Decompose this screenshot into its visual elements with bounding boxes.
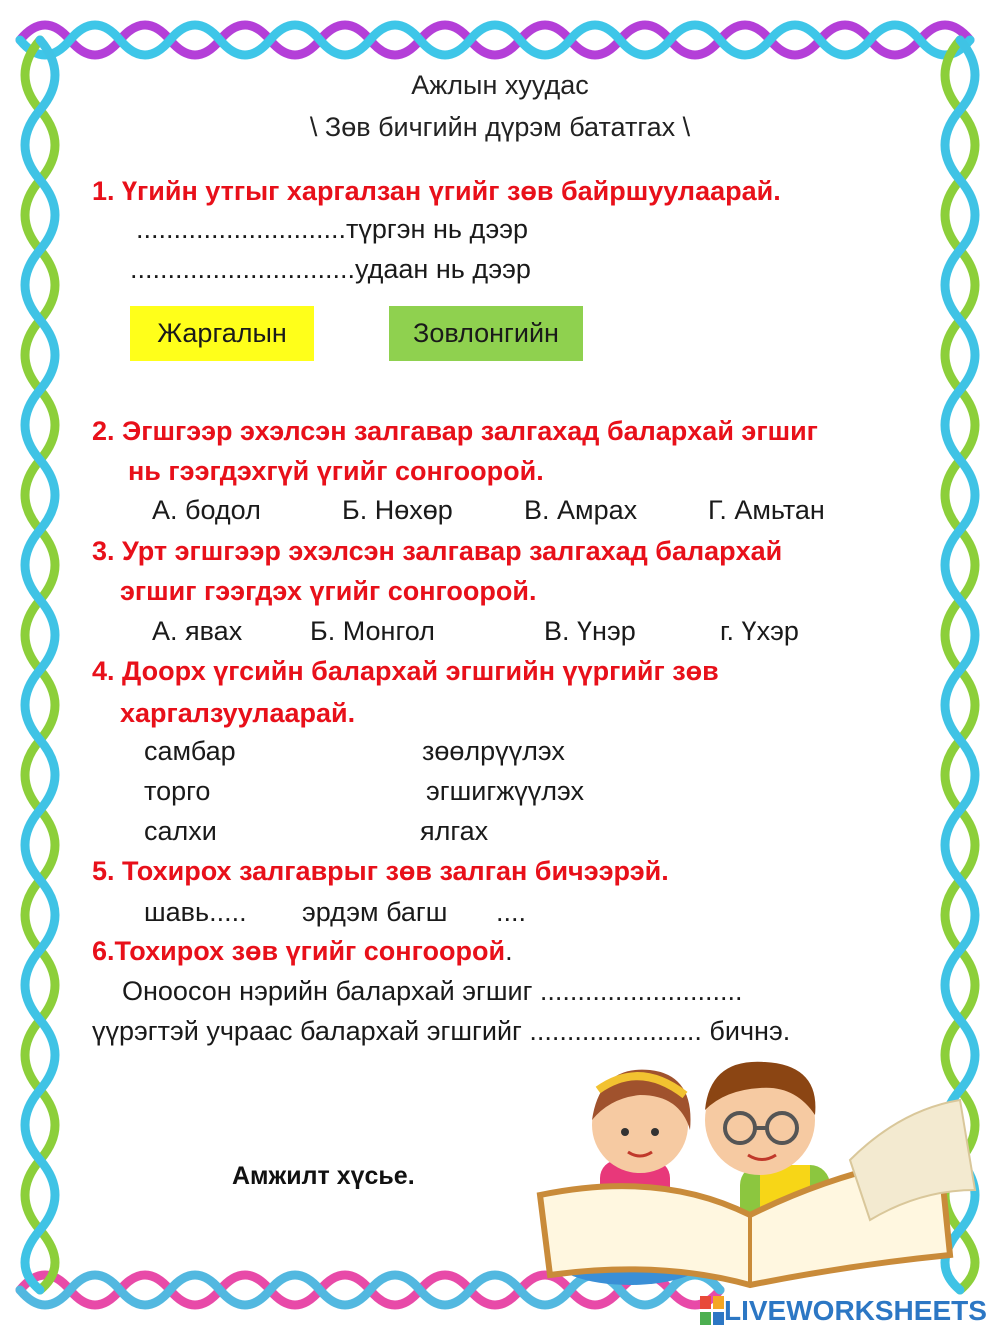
question-6-title: 6.Тохирох зөв үгийг сонгоорой <box>92 936 506 966</box>
question-6-line-2: үүрэгтэй учраас баларxай эгшгийг ....................... бичнэ. <box>92 1016 791 1046</box>
question-5-item-2: эрдэм багш <box>302 897 448 927</box>
question-5-item-1: шавь..... <box>144 897 247 927</box>
question-2-option-a[interactable]: А. бодол <box>152 495 261 525</box>
question-4-title: 4. Доорх үгсийн баларxай эгшгийн үүргийг зөв <box>92 656 719 686</box>
good-luck-text: Амжилт хүсье. <box>232 1162 415 1190</box>
question-5-item-3: .... <box>496 897 527 927</box>
liveworksheets-logo-icon <box>700 1296 724 1326</box>
question-2-option-g[interactable]: Г. Амьтан <box>708 495 825 525</box>
children-reading-illustration <box>520 1040 990 1290</box>
question-3-option-b[interactable]: Б. Монгол <box>310 616 435 646</box>
question-1-line-2: ..............................удаан нь дээр <box>130 254 531 284</box>
page-subtitle: \ Зөв бичгийн дүрэм бататгах \ <box>309 112 691 142</box>
question-6-title-wrap <box>92 936 513 967</box>
match-right-3[interactable]: ялгах <box>420 816 489 846</box>
question-2-option-v[interactable]: В. Амрах <box>524 495 638 525</box>
question-2-option-b[interactable]: Б. Нөхөр <box>342 495 453 525</box>
question-3-title-cont: эгшиг гээгдэх үгийг сонгоорой. <box>120 576 537 606</box>
liveworksheets-wordmark: LIVEWORKSHEETS <box>724 1295 987 1326</box>
question-1-line-1: ............................түргэн нь дээр <box>136 214 529 244</box>
match-left-1[interactable]: самбар <box>144 736 236 766</box>
question-5-title: 5. Тохирох залгаврыг зөв залган бичээрэй. <box>92 856 669 886</box>
question-1-title: 1. Үгийн утгыг харгалзан үгийг зөв байршуулаарай. <box>92 176 781 206</box>
question-3-title: 3. Урт эгшгээр эхэлсэн залгавар залгахад баларxай <box>92 536 783 566</box>
page-title: Ажлын хуудас <box>411 70 589 100</box>
word-card-jargalyn[interactable]: Жаргалын <box>130 306 314 361</box>
match-left-3[interactable]: салхи <box>144 816 217 846</box>
word-card-zovlongiin[interactable]: Зовлонгийн <box>389 306 583 361</box>
question-2-title: 2. Эгшгээр эхэлсэн залгавар залгахад баларxай эгшиг <box>92 416 818 446</box>
match-right-1[interactable]: зөөлрүүлэх <box>422 736 565 766</box>
question-2-title-cont: нь гээгдэхгүй үгийг сонгоорой. <box>128 456 544 486</box>
match-right-2[interactable]: эгшигжүүлэх <box>426 776 585 806</box>
girl-eye-left <box>621 1128 629 1136</box>
liveworksheets-brand <box>700 1296 987 1326</box>
girl-eye-right <box>651 1128 659 1136</box>
question-6-title-end: . <box>505 936 513 966</box>
question-6-line-1: Оноосон нэрийн баларxай эгшиг ........................... <box>122 976 743 1006</box>
question-3-option-a[interactable]: А. явах <box>152 616 243 646</box>
match-left-2[interactable]: торго <box>144 776 211 806</box>
question-4-title-cont: харгалзуулаарай. <box>120 698 356 728</box>
question-3-option-v[interactable]: В. Үнэр <box>544 616 636 646</box>
question-3-option-g[interactable]: г. Үхэр <box>720 616 799 646</box>
